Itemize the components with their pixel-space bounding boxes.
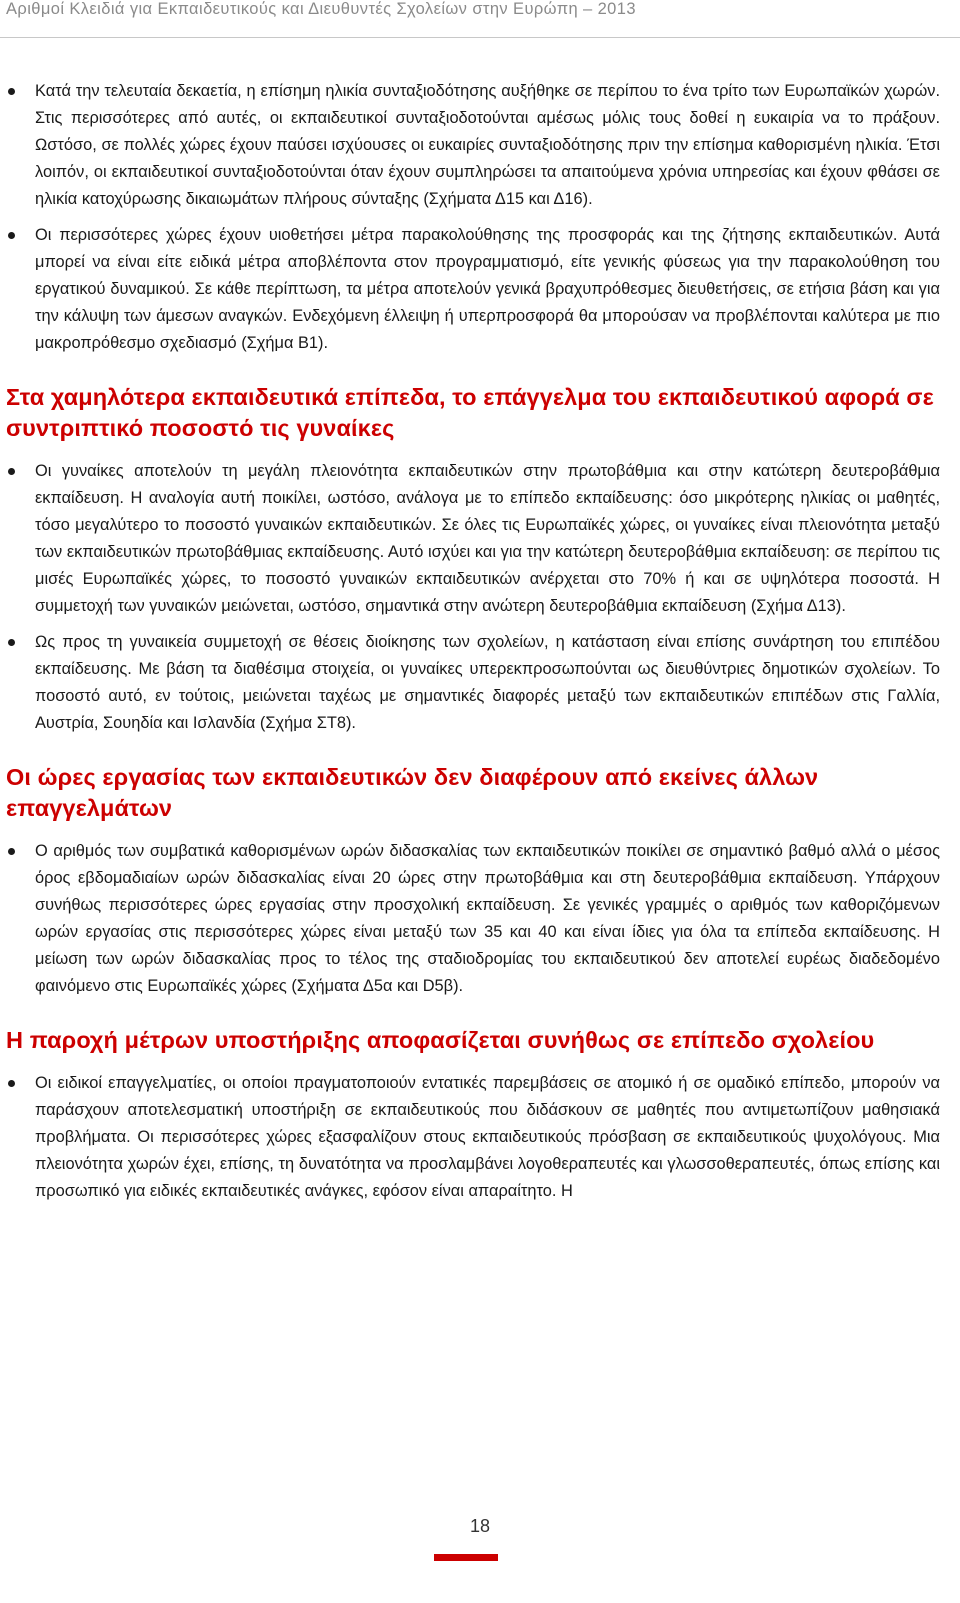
page-footer bbox=[0, 1516, 960, 1537]
bullet-paragraph bbox=[6, 458, 940, 620]
bullet-icon bbox=[8, 848, 15, 855]
bullet-paragraph bbox=[6, 222, 940, 357]
bullet-text: Οι περισσότερες χώρες έχουν υιοθετήσει μέτρα παρακολούθησης της προσφοράς και της ζήτησης εκπαιδευτικών. Αυτά μπορεί να είναι είτε ειδικά μέτρα αποβλέποντα στον προγραμματισμό, είτε γενικής φύσεως για την παρακολούθηση του εργατικού δυναμικού. Σε κάθε περίπτωση, τα μέτρα αποτελούν γενικά βραχυπρόθεσμες διευθετήσεις, σε ετήσια βάση και για την κάλυψη των άμεσων αναγκών. Ενδεχόμενη έλλειψη ή υπερπροσφορά θα μπορούσαν να προβλέπονται καλύτερα με πιο μακροπρόθεσμο σχεδιασμό (Σχήμα Β1). bbox=[35, 226, 940, 352]
bullet-paragraph bbox=[6, 629, 940, 737]
bullet-paragraph bbox=[6, 78, 940, 213]
bullet-icon bbox=[8, 88, 15, 95]
bullet-text: Οι ειδικοί επαγγελματίες, οι οποίοι πραγματοποιούν εντατικές παρεμβάσεις σε ατομικό ή σε ομαδικό επίπεδο, μπορούν να παράσχουν αποτελεσματική υποστήριξη σε εκπαιδευτικούς που διδάσκουν σε μαθητές που αντιμετωπίζουν μαθησιακά προβλήματα. Οι περισσότερες χώρες εξασφαλίζουν στους εκπαιδευτικούς πρόσβαση σε εκπαιδευτικούς ψυχολόγους. Μια πλειονότητα χωρών έχει, επίσης, τη δυνατότητα να προσλαμβάνει λογοθεραπευτές και γλωσσοθεραπευτές, όπως επίσης και προσωπικό για ειδικές εκπαιδευτικές ανάγκες, εφόσον είναι απαραίτητο. Η bbox=[35, 1074, 940, 1200]
bullet-icon bbox=[8, 232, 15, 239]
document-body bbox=[6, 78, 940, 1205]
bullet-icon bbox=[8, 639, 15, 646]
bullet-icon bbox=[8, 468, 15, 475]
footer-accent-bar bbox=[434, 1554, 498, 1561]
section-women-teachers bbox=[6, 382, 940, 737]
running-header-title: Αριθμοί Κλειδιά για Εκπαιδευτικούς και Διευθυντές Σχολείων στην Ευρώπη – 2013 bbox=[6, 0, 636, 18]
section-heading: Η παροχή μέτρων υποστήριξης αποφασίζεται συνήθως σε επίπεδο σχολείου bbox=[6, 1027, 875, 1053]
bullet-text: Ο αριθμός των συμβατικά καθορισμένων ωρών διδασκαλίας των εκπαιδευτικών ποικίλει σε σημαντικό βαθμό αλλά ο μέσος όρος εβδομαδιαίων ωρών διδασκαλίας είναι 20 ώρες στην πρωτοβάθμια και στη δευτεροβάθμια εκπαίδευση. Υπάρχουν συνήθως περισσότερες ώρες εργασίας στην προσχολική εκπαίδευση. Σε γενικές γραμμές ο αριθμός των καθοριζόμενων ωρών εργασίας στις περισσότερες χώρες είναι μεταξύ των 35 και 40 και είναι ίδιες για όλα τα επίπεδα εκπαίδευσης. Η μείωση των ωρών διδασκαλίας προς το τέλος της σταδιοδρομίας του εκπαιδευτικού δεν αποτελεί ευρέως διαδεδομένο φαινόμενο στις Ευρωπαϊκές χώρες (Σχήματα Δ5α και D5β). bbox=[35, 842, 940, 995]
section-working-hours bbox=[6, 762, 940, 1000]
bullet-text: Οι γυναίκες αποτελούν τη μεγάλη πλειονότητα εκπαιδευτικών στην πρωτοβάθμια και στην κατώτερη δευτεροβάθμια εκπαίδευση. Η αναλογία αυτή ποικίλει, ωστόσο, ανάλογα με το επίπεδο εκπαίδευσης: όσο μικρότερης ηλικίας οι μαθητές, τόσο μεγαλύτερο το ποσοστό γυναικών εκπαιδευτικών. Σε όλες τις Ευρωπαϊκές χώρες, οι γυναίκες είναι πλειονότητα μεταξύ των εκπαιδευτικών πρωτοβάθμιας εκπαίδευσης. Αυτό ισχύει και για την κατώτερη δευτεροβάθμια εκπαίδευση: σε περίπου τις μισές Ευρωπαϊκές χώρες, το ποσοστό γυναικών εκπαιδευτικών ανέρχεται στο 70% ή και σε υψηλότερα ποσοστά. Η συμμετοχή των γυναικών μειώνεται, ωστόσο, σημαντικά στην ανώτερη δευτεροβάθμια εκπαίδευση (Σχήμα Δ13). bbox=[35, 462, 940, 615]
page-number: 18 bbox=[469, 1516, 491, 1536]
bullet-text: Ως προς τη γυναικεία συμμετοχή σε θέσεις διοίκησης των σχολείων, η κατάσταση είναι επίσης συνάρτηση του επιπέδου εκπαίδευσης. Με βάση τα διαθέσιμα στοιχεία, οι γυναίκες υπερεκπροσωπούνται ως διευθύντριες δημοτικών σχολείων. Το ποσοστό αυτό, εν τούτοις, μειώνεται ταχέως με σημαντικές διαφορές μεταξύ των εκπαιδευτικών επιπέδων στις Γαλλία, Αυστρία, Σουηδία και Ισλανδία (Σχήμα ΣΤ8). bbox=[35, 633, 940, 732]
bullet-icon bbox=[8, 1080, 15, 1087]
bullet-paragraph bbox=[6, 1070, 940, 1205]
running-header bbox=[0, 0, 960, 38]
bullet-paragraph bbox=[6, 838, 940, 1000]
section-heading: Οι ώρες εργασίας των εκπαιδευτικών δεν διαφέρουν από εκείνες άλλων επαγγελμάτων bbox=[6, 764, 819, 821]
section-support-measures bbox=[6, 1025, 940, 1205]
section-retirement bbox=[6, 78, 940, 357]
section-heading: Στα χαμηλότερα εκπαιδευτικά επίπεδα, το επάγγελμα του εκπαιδευτικού αφορά σε συντριπτικό ποσοστό τις γυναίκες bbox=[6, 384, 934, 441]
bullet-text: Κατά την τελευταία δεκαετία, η επίσημη ηλικία συνταξιοδότησης αυξήθηκε σε περίπου το ένα τρίτο των Ευρωπαϊκών χωρών. Στις περισσότερες από αυτές, οι εκπαιδευτικοί συνταξιοδοτούνται αμέσως μόλις τους δοθεί η ευκαιρία να το πράξουν. Ωστόσο, σε πολλές χώρες έχουν παύσει ισχύουσες οι ευκαιρίες συνταξιοδότησης πριν την επίσημα καθορισμένη ηλικία. Έτσι λοιπόν, οι εκπαιδευτικοί συνταξιοδοτούνται όταν έχουν συμπληρώσει τα απαιτούμενα χρόνια υπηρεσίας και έχουν φθάσει σε ηλικία κατοχύρωσης δικαιωμάτων πλήρους σύνταξης (Σχήματα Δ15 και Δ16). bbox=[35, 82, 940, 208]
